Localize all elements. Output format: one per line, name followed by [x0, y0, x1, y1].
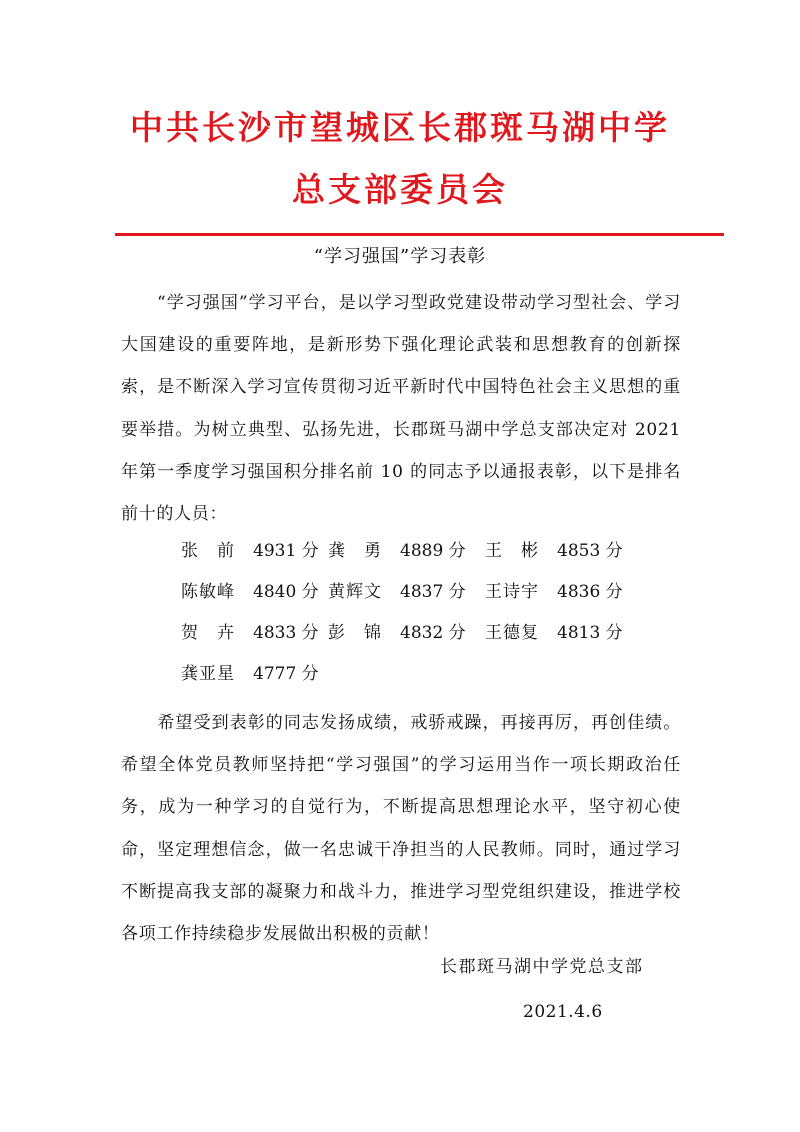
date: 2021.4.6: [523, 1002, 603, 1022]
honoree-score: 4889 分: [400, 541, 466, 561]
honoree-score: 4777 分: [253, 664, 319, 684]
honoree-name: 张 前: [181, 541, 235, 561]
honoree-item: [181, 538, 319, 564]
honoree-score: 4853 分: [557, 541, 623, 561]
honoree-name: 陈敏峰: [181, 582, 235, 602]
document-title: “学习强国”学习表彰: [313, 246, 487, 267]
honoree-item: [328, 579, 466, 605]
honoree-score: 4833 分: [253, 623, 319, 643]
honoree-name: 黄辉文: [328, 582, 382, 602]
honoree-item: [485, 538, 623, 564]
honoree-score: 4931 分: [253, 541, 319, 561]
honoree-score: 4813 分: [557, 623, 623, 643]
honoree-name: 龚 勇: [328, 541, 382, 561]
honoree-score: 4837 分: [400, 582, 466, 602]
honoree-score: 4832 分: [400, 623, 466, 643]
honoree-item: [485, 620, 623, 646]
honoree-name: 王德复: [485, 623, 539, 643]
honoree-score: 4836 分: [557, 582, 623, 602]
red-divider: [115, 233, 724, 236]
closing-paragraph-text: 希望受到表彰的同志发扬成绩，戒骄戒躁，再接再厉，再创佳绩。希望全体党员教师坚持把“学习强国”的学习运用当作一项长期政治任务，成为一种学习的自觉行为，不断提高思想理论水平，坚守初心使命，坚定理想信念，做一名忠诚干净担当的人民教师。同时，通过学习不断提高我支部的凝聚力和战斗力，推进学习型党组织建设，推进学校各项工作持续稳步发展做出积极的贡献！: [121, 713, 681, 945]
org-header-line2: 总支部委员会: [292, 170, 508, 209]
honoree-score: 4840 分: [253, 582, 319, 602]
honoree-item: [328, 538, 466, 564]
honoree-item: [181, 620, 319, 646]
closing-paragraph: [121, 702, 681, 955]
honoree-name: 龚亚星: [181, 664, 235, 684]
honoree-name: 贺 卉: [181, 623, 235, 643]
intro-paragraph-text: “学习强国”学习平台，是以学习型政党建设带动学习型社会、学习大国建设的重要阵地，是新形势下强化理论武装和思想教育的创新探索，是不断深入学习宣传贯彻习近平新时代中国特色社会主义思想的重要举措。为树立典型、弘扬先进，长郡斑马湖中学总支部决定对 2021 年第一季度学习强国积分排名前 10 的同志予以通报表彰，以下是排名前十的人员：: [121, 293, 681, 525]
honoree-item: [181, 661, 319, 687]
signature: 长郡斑马湖中学党总支部: [440, 957, 644, 977]
honoree-name: 王诗宇: [485, 582, 539, 602]
honoree-item: [485, 579, 623, 605]
honoree-item: [328, 620, 466, 646]
honoree-item: [181, 579, 319, 605]
honoree-name: 彭 锦: [328, 623, 382, 643]
org-header-line1: 中共长沙市望城区长郡斑马湖中学: [130, 108, 670, 147]
intro-paragraph: [121, 282, 681, 535]
honoree-name: 王 彬: [485, 541, 539, 561]
